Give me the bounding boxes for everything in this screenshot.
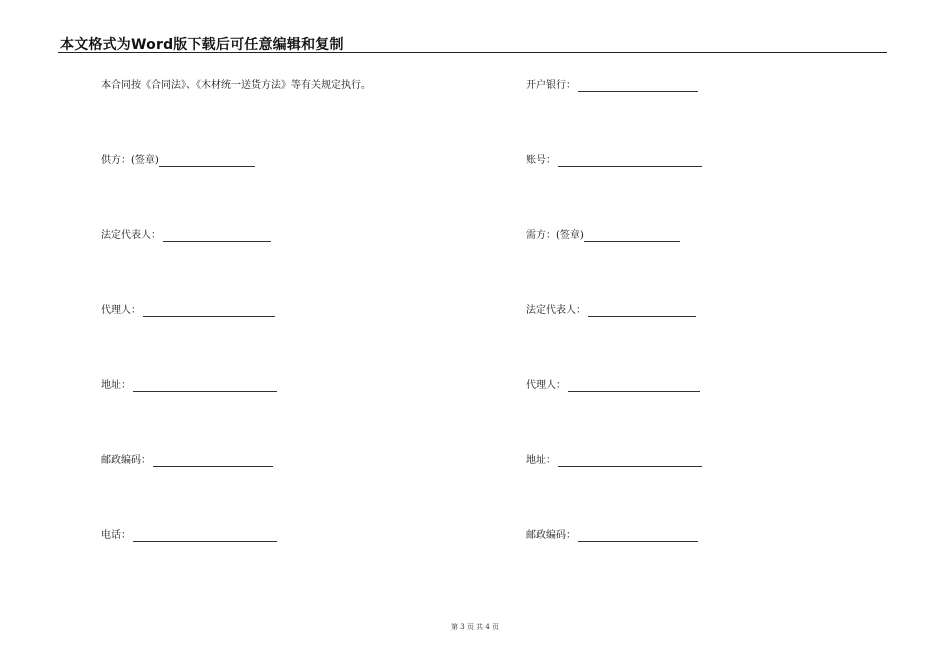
supplier-agent-label: 代理人： — [101, 305, 141, 316]
buyer-signature-field — [526, 230, 680, 242]
document-header-title: 本文格式为Word版下载后可任意编辑和复制 — [60, 37, 344, 53]
account-blank[interactable] — [558, 156, 702, 167]
buyer-postcode-label: 邮政编码： — [526, 530, 576, 541]
buyer-address-field — [526, 455, 702, 467]
supplier-address-field — [101, 380, 277, 392]
bank-field — [526, 80, 698, 92]
account-label: 账号： — [526, 155, 556, 166]
buyer-legal-rep-label: 法定代表人： — [526, 305, 586, 316]
header-divider — [58, 52, 887, 53]
account-field — [526, 155, 702, 167]
supplier-legal-rep-blank[interactable] — [163, 231, 271, 242]
buyer-agent-blank[interactable] — [568, 381, 700, 392]
supplier-signature-label: 供方：(签章) — [101, 155, 159, 166]
supplier-postcode-label: 邮政编码： — [101, 455, 151, 466]
buyer-postcode-blank[interactable] — [578, 531, 698, 542]
contract-basis-statement: 本合同按《合同法》、《木材统一送货方法》等有关规定执行。 — [101, 80, 371, 91]
supplier-postcode-blank[interactable] — [153, 456, 273, 467]
buyer-legal-rep-field — [526, 305, 696, 317]
supplier-signature-field — [101, 155, 255, 167]
buyer-signature-blank[interactable] — [584, 231, 680, 242]
buyer-agent-field — [526, 380, 700, 392]
bank-blank[interactable] — [578, 81, 698, 92]
supplier-postcode-field — [101, 455, 273, 467]
buyer-signature-label: 需方：(签章) — [526, 230, 584, 241]
buyer-legal-rep-blank[interactable] — [588, 306, 696, 317]
buyer-agent-label: 代理人： — [526, 380, 566, 391]
page-number-footer: 第 3 页 共 4 页 — [450, 623, 500, 631]
buyer-postcode-field — [526, 530, 698, 542]
supplier-legal-rep-label: 法定代表人： — [101, 230, 161, 241]
supplier-agent-field — [101, 305, 275, 317]
supplier-legal-rep-field — [101, 230, 271, 242]
buyer-address-label: 地址： — [526, 455, 556, 466]
supplier-phone-label: 电话： — [101, 530, 131, 541]
buyer-address-blank[interactable] — [558, 456, 702, 467]
supplier-address-label: 地址： — [101, 380, 131, 391]
bank-label: 开户银行： — [526, 80, 576, 91]
supplier-address-blank[interactable] — [133, 381, 277, 392]
supplier-agent-blank[interactable] — [143, 306, 275, 317]
supplier-phone-blank[interactable] — [133, 531, 277, 542]
supplier-phone-field — [101, 530, 277, 542]
supplier-signature-blank[interactable] — [159, 156, 255, 167]
